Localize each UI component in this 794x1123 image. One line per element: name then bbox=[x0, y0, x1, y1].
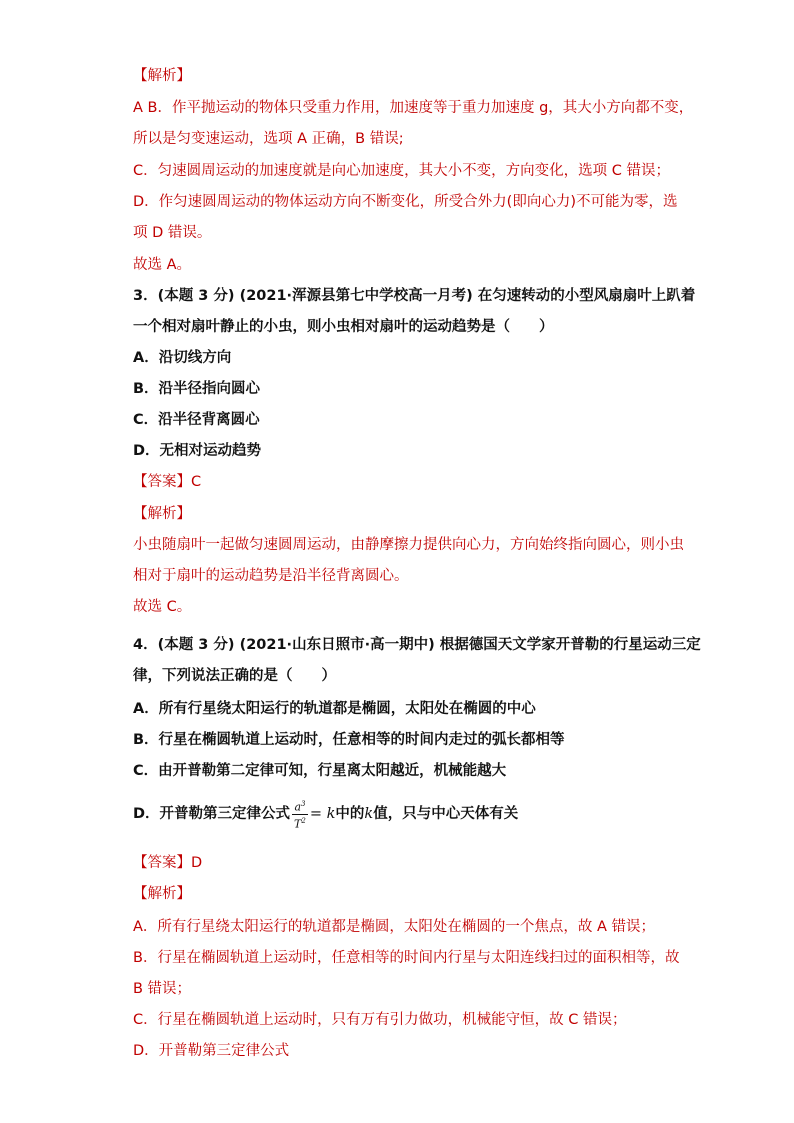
conclusion: 故选 A。 bbox=[133, 257, 192, 273]
analysis-line: 所以是匀变速运动，选项 A 正确，B 错误; bbox=[133, 131, 404, 147]
analysis-label: 【解析】 bbox=[133, 68, 191, 84]
analysis-line: A．所有行星绕太阳运行的轨道都是椭圆，太阳处在椭圆的一个焦点，故 A 错误； bbox=[133, 919, 656, 935]
analysis-line: C．行星在椭圆轨道上运动时，只有万有引力做功，机械能守恒，故 C 错误； bbox=[133, 1012, 627, 1028]
option-d bbox=[133, 798, 518, 830]
option-a: A．沿切线方向 bbox=[133, 350, 232, 366]
formula-numerator-exponent: 3 bbox=[301, 800, 306, 808]
analysis-line: 项 D 错误。 bbox=[133, 225, 212, 241]
option-d-prefix: D．开普勒第三定律公式 bbox=[133, 806, 291, 823]
option-d: D．无相对运动趋势 bbox=[133, 443, 262, 459]
analysis-line: 小虫随扇叶一起做匀速圆周运动，由静摩擦力提供向心力，方向始终指向圆心，则小虫 bbox=[133, 537, 684, 553]
answer-value: C bbox=[191, 474, 202, 490]
option-d-suffix: 值，只与中心天体有关 bbox=[373, 806, 519, 823]
question-4-stem: 律，下列说法正确的是（ ） bbox=[133, 668, 336, 684]
analysis-line: A B．作平抛运动的物体只受重力作用，加速度等于重力加速度 g，其大小方向都不变， bbox=[133, 100, 694, 116]
analysis-label: 【解析】 bbox=[133, 506, 191, 522]
option-d-mid: 中的 bbox=[335, 806, 365, 823]
formula-denominator-exponent: 2 bbox=[301, 816, 306, 825]
question-4-stem: 4．(本题 3 分) (2021·山东日照市·高一期中) 根据德国天文学家开普勒的行星运动三定 bbox=[133, 637, 701, 653]
answer-line bbox=[133, 853, 202, 873]
analysis-line: D．开普勒第三定律公式 bbox=[133, 1043, 290, 1059]
analysis-line: C．匀速圆周运动的加速度就是向心加速度，其大小不变，方向变化，选项 C 错误； bbox=[133, 163, 670, 179]
option-b: B．行星在椭圆轨道上运动时，任意相等的时间内走过的弧长都相等 bbox=[133, 732, 565, 748]
formula-equals: = k bbox=[309, 806, 336, 823]
answer-line bbox=[133, 472, 201, 492]
analysis-line: B．行星在椭圆轨道上运动时，任意相等的时间内行星与太阳连线扫过的面积相等，故 bbox=[133, 950, 680, 966]
kepler-formula bbox=[292, 798, 308, 830]
analysis-line: 相对于扇叶的运动趋势是沿半径背离圆心。 bbox=[133, 568, 409, 584]
formula-numerator: a bbox=[294, 800, 301, 814]
option-a: A．所有行星绕太阳运行的轨道都是椭圆，太阳处在椭圆的中心 bbox=[133, 701, 536, 717]
question-3-stem: 3．(本题 3 分) (2021·浑源县第七中学校高一月考) 在匀速转动的小型风扇扇叶上趴着 bbox=[133, 288, 696, 304]
option-b: B．沿半径指向圆心 bbox=[133, 381, 261, 397]
analysis-label: 【解析】 bbox=[133, 886, 191, 902]
answer-label: 【答案】 bbox=[133, 855, 191, 871]
formula-denominator: T bbox=[294, 817, 302, 831]
conclusion: 故选 C。 bbox=[133, 599, 192, 615]
option-d-k: k bbox=[364, 806, 374, 823]
option-c: C．沿半径背离圆心 bbox=[133, 412, 260, 428]
option-c: C．由开普勒第二定律可知，行星离太阳越近，机械能越大 bbox=[133, 763, 507, 779]
question-3-stem: 一个相对扇叶静止的小虫，则小虫相对扇叶的运动趋势是（ ） bbox=[133, 319, 554, 335]
answer-value: D bbox=[191, 855, 203, 871]
analysis-line: D．作匀速圆周运动的物体运动方向不断变化，所受合外力(即向心力)不可能为零，选 bbox=[133, 194, 678, 210]
answer-label: 【答案】 bbox=[133, 474, 191, 490]
analysis-line: B 错误； bbox=[133, 981, 192, 997]
